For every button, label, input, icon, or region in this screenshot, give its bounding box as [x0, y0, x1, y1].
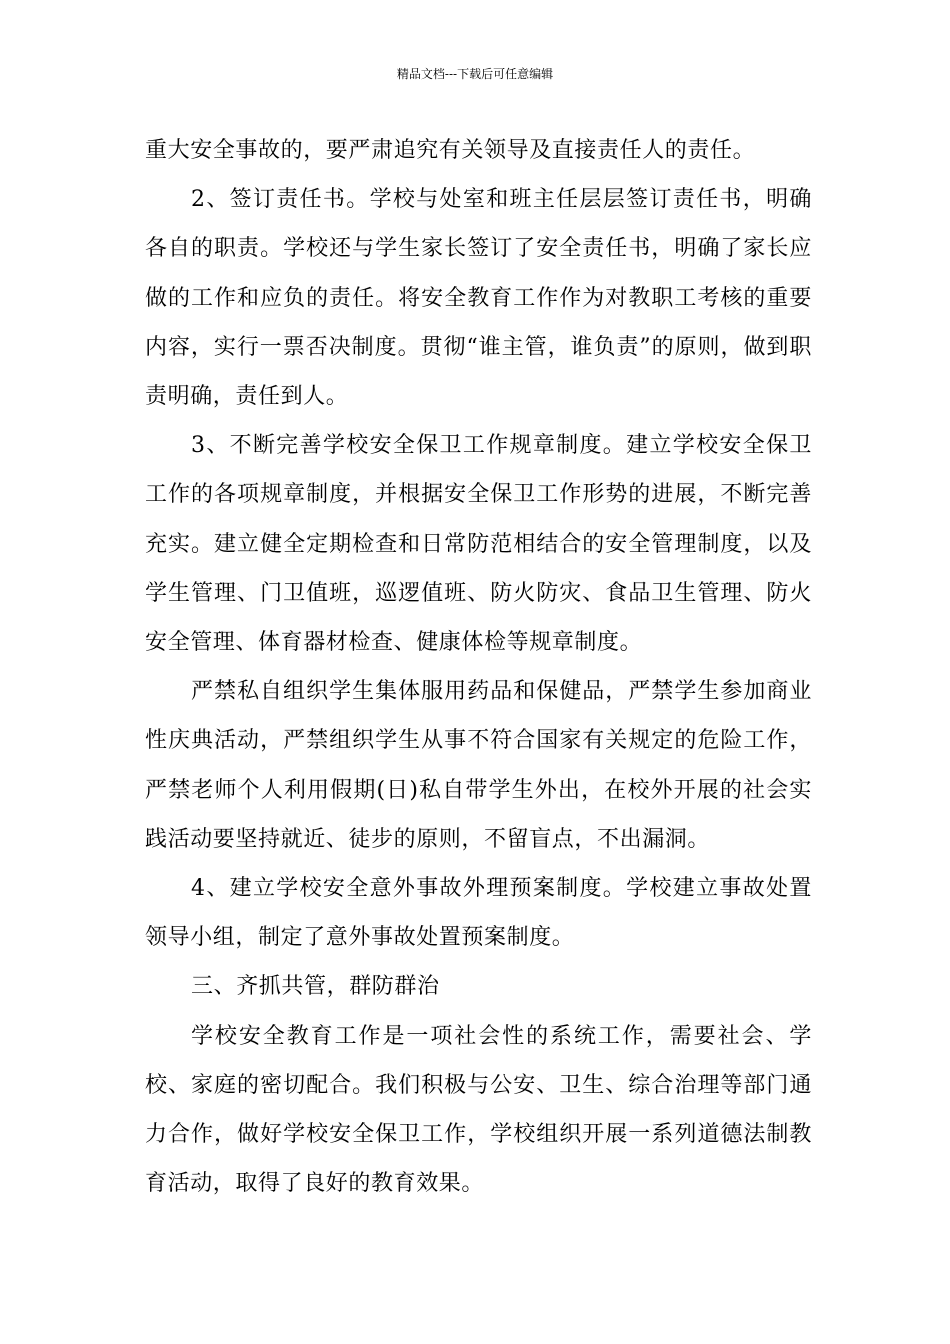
paragraph-5: 4、建立学校安全意外事故外理预案制度。学校建立事故处置领导小组，制定了意外事故处置预案制度。 — [145, 876, 812, 951]
paragraph-4: 严禁私自组织学生集体服用药品和保健品，严禁学生参加商业性庆典活动，严禁组织学生从事不符合国家有关规定的危险工作，严禁老师个人利用假期(日)私自带学生外出，在校外开展的社会实践活动要坚持就近、徒步的原则，不留盲点，不出漏洞。 — [145, 679, 812, 852]
paragraph-2: 2、签订责任书。学校与处室和班主任层层签订责任书，明确各自的职责。学校还与学生家长签订了安全责任书，明确了家长应做的工作和应负的责任。将安全教育工作作为对教职工考核的重要内容，实行一票否决制度。贯彻“谁主管，谁负责”的原则，做到职责明确，责任到人。 — [145, 187, 812, 410]
paragraph-3: 3、不断完善学校安全保卫工作规章制度。建立学校安全保卫工作的各项规章制度，并根据安全保卫工作形势的进展，不断完善充实。建立健全定期检查和日常防范相结合的安全管理制度，以及学生管理、门卫值班，巡逻值班、防火防灾、食品卫生管理、防火安全管理、体育器材检查、健康体检等规章制度。 — [145, 433, 812, 656]
page-header: 精品文档---下载后可任意编辑 — [396, 67, 554, 81]
document-body — [145, 126, 812, 1208]
section-heading: 三、齐抓共管，群防群治 — [191, 974, 440, 1000]
paragraph-7: 学校安全教育工作是一项社会性的系统工作，需要社会、学校、家庭的密切配合。我们积极与公安、卫生、综合治理等部门通力合作，做好学校安全保卫工作，学校组织开展一系列道德法制教育活动，取得了良好的教育效果。 — [145, 1023, 812, 1197]
paragraph-1: 重大安全事故的，要严肃追究有关领导及直接责任人的责任。 — [145, 138, 756, 163]
